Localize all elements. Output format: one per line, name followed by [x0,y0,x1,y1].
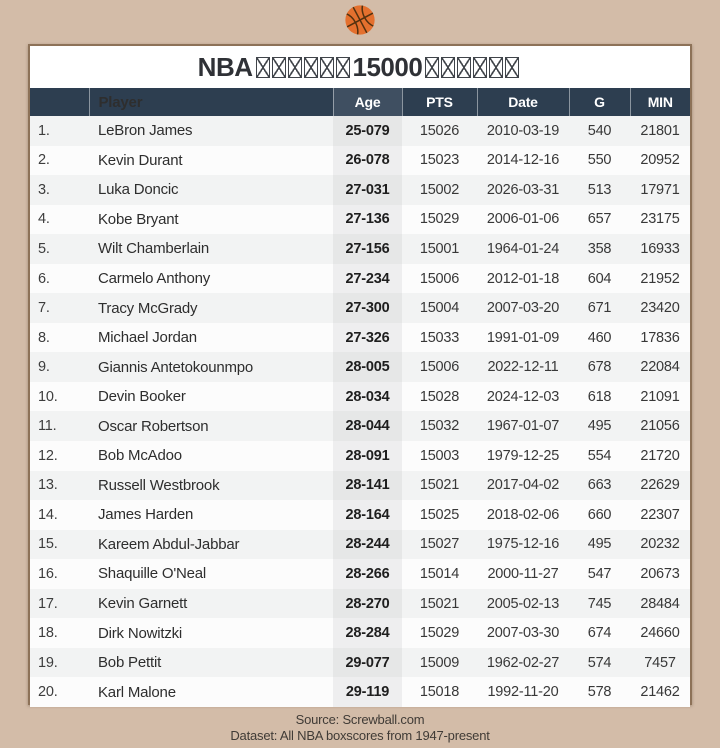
minutes-cell: 23175 [640,211,680,228]
games-cell: 513 [587,181,612,198]
date-cell: 2018-02-06 [486,506,560,523]
pts-cell: 15002 [419,181,460,198]
player-cell: Russell Westbrook [98,476,220,494]
table-row [30,441,690,471]
page-title [30,46,690,88]
pts-cell: 15023 [419,152,460,169]
rank-cell: 13. [38,477,58,494]
games-cell: 550 [587,152,612,169]
date-cell: 2007-03-30 [486,625,560,642]
missing-glyph-box [505,57,519,78]
missing-glyph-box [473,57,487,78]
player-cell: Shaquille O'Neal [98,565,207,583]
rank-cell: 18. [38,625,58,642]
table-row [30,264,690,294]
pts-cell: 15033 [419,329,460,346]
date-cell: 2017-04-02 [486,477,560,494]
header-pts: PTS [402,88,477,116]
missing-glyph-box [320,57,334,78]
header-age: Age [333,88,402,116]
date-cell: 1962-02-27 [486,654,560,671]
table-row [30,175,690,205]
age-cell: 27-300 [333,293,402,323]
missing-glyph-box [272,57,286,78]
pts-cell: 15027 [419,536,460,553]
games-cell: 663 [587,477,612,494]
pts-cell: 15021 [419,477,460,494]
games-cell: 660 [587,506,612,523]
date-cell: 2000-11-27 [487,565,559,582]
player-cell: Devin Booker [98,388,186,406]
date-cell: 2007-03-20 [486,300,560,317]
date-cell: 1975-12-16 [486,536,560,553]
rank-cell: 3. [38,181,50,198]
missing-glyph-box [489,57,503,78]
player-cell: LeBron James [98,122,193,140]
games-cell: 604 [587,270,612,287]
rank-cell: 2. [38,152,50,169]
table-row [30,559,690,589]
table-row [30,618,690,648]
age-cell: 25-079 [333,116,402,146]
minutes-cell: 21952 [640,270,680,287]
age-cell: 28-091 [333,441,402,471]
minutes-cell: 24660 [640,625,680,642]
pts-cell: 15028 [419,388,460,405]
title-prefix: NBA [197,51,253,82]
header-rank [30,88,89,116]
pts-cell: 15001 [419,240,460,257]
age-cell: 28-266 [333,559,402,589]
player-cell: James Harden [98,506,194,524]
table-row [30,323,690,353]
header-games: G [569,88,630,116]
games-cell: 674 [587,625,612,642]
rank-cell: 1. [38,122,50,139]
player-cell: Luka Doncic [98,181,179,199]
player-cell: Giannis Antetokounmpo [98,358,254,376]
table-card [28,44,692,705]
minutes-cell: 20673 [640,565,680,582]
table-body [30,116,690,707]
rank-cell: 4. [38,211,50,228]
table-row [30,589,690,619]
games-cell: 547 [587,565,612,582]
missing-glyph-box [304,57,318,78]
minutes-cell: 20232 [640,536,680,553]
pts-cell: 15029 [419,625,460,642]
table-row [30,471,690,501]
minutes-cell: 23420 [640,300,680,317]
minutes-cell: 21801 [640,122,680,139]
rank-cell: 6. [38,270,50,287]
games-cell: 618 [587,388,612,405]
date-cell: 2005-02-13 [486,595,560,612]
missing-glyph-box [457,57,471,78]
age-cell: 29-077 [333,648,402,678]
pts-cell: 15009 [419,654,460,671]
rank-cell: 17. [38,595,58,612]
age-cell: 28-034 [333,382,402,412]
date-cell: 1979-12-25 [486,447,560,464]
age-cell: 28-005 [333,352,402,382]
age-cell: 28-244 [333,530,402,560]
player-cell: Wilt Chamberlain [98,240,209,258]
pts-cell: 15029 [419,211,460,228]
minutes-cell: 17971 [640,181,680,198]
missing-glyph-box [425,57,439,78]
table-row [30,234,690,264]
age-cell: 27-031 [333,175,402,205]
player-cell: Kevin Garnett [98,595,188,613]
table-row [30,648,690,678]
pts-cell: 15006 [419,359,460,376]
title-number: 15000 [352,51,423,82]
minutes-cell: 22629 [640,477,680,494]
games-cell: 540 [587,122,612,139]
pts-cell: 15018 [419,684,460,701]
stats-table [30,88,690,707]
pts-cell: 15004 [419,300,460,317]
table-row [30,293,690,323]
date-cell: 2022-12-11 [487,359,559,376]
rank-cell: 20. [38,684,58,701]
date-cell: 1964-01-24 [486,240,560,257]
table-row [30,500,690,530]
missing-glyph-box [256,57,270,78]
rank-cell: 9. [38,359,50,376]
age-cell: 27-234 [333,264,402,294]
pts-cell: 15006 [419,270,460,287]
rank-cell: 19. [38,654,58,671]
rank-cell: 14. [38,506,58,523]
games-cell: 460 [587,329,612,346]
minutes-cell: 20952 [640,152,680,169]
date-cell: 2010-03-19 [486,122,560,139]
minutes-cell: 21056 [640,418,680,435]
pts-cell: 15032 [419,418,460,435]
pts-cell: 15021 [419,595,460,612]
minutes-cell: 16933 [640,240,680,257]
pts-cell: 15014 [419,565,460,582]
player-cell: Bob Pettit [98,654,162,672]
table-row [30,146,690,176]
games-cell: 657 [587,211,612,228]
table-row [30,411,690,441]
games-cell: 745 [587,595,612,612]
rank-cell: 10. [38,388,58,405]
table-row [30,677,690,707]
minutes-cell: 22084 [640,359,680,376]
date-cell: 2024-12-03 [486,388,560,405]
games-cell: 358 [587,240,612,257]
games-cell: 495 [587,418,612,435]
minutes-cell: 28484 [640,595,680,612]
minutes-cell: 7457 [644,654,676,671]
date-cell: 2014-12-16 [486,152,560,169]
games-cell: 671 [587,300,612,317]
minutes-cell: 17836 [640,329,680,346]
player-cell: Karl Malone [98,683,176,701]
minutes-cell: 22307 [640,506,680,523]
date-cell: 1967-01-07 [486,418,560,435]
minutes-cell: 21462 [640,684,680,701]
header-minutes: MIN [630,88,690,116]
title-missing-glyphs-right [424,57,520,78]
rank-cell: 8. [38,329,50,346]
player-cell: Kareem Abdul-Jabbar [98,535,240,553]
table-row [30,352,690,382]
games-cell: 574 [587,654,612,671]
rank-cell: 12. [38,447,58,464]
missing-glyph-box [288,57,302,78]
age-cell: 28-284 [333,618,402,648]
pts-cell: 15025 [419,506,460,523]
footer [0,712,720,744]
minutes-cell: 21720 [640,447,680,464]
age-cell: 28-044 [333,411,402,441]
rank-cell: 7. [38,300,50,317]
rank-cell: 11. [38,418,57,435]
player-cell: Kobe Bryant [98,210,179,228]
player-cell: Bob McAdoo [98,447,182,465]
age-cell: 27-156 [333,234,402,264]
age-cell: 26-078 [333,146,402,176]
table-row [30,382,690,412]
games-cell: 678 [587,359,612,376]
header-date: Date [477,88,569,116]
source-text: Source: Screwball.com [295,712,425,727]
minutes-cell: 21091 [640,388,680,405]
player-cell: Tracy McGrady [98,299,198,317]
table-row [30,205,690,235]
pts-cell: 15026 [419,122,460,139]
date-cell: 1991-01-09 [486,329,560,346]
age-cell: 28-270 [333,589,402,619]
player-cell: Kevin Durant [98,151,183,169]
games-cell: 578 [587,684,612,701]
missing-glyph-box [336,57,350,78]
games-cell: 495 [587,536,612,553]
header-player: Player [89,88,333,116]
date-cell: 1992-11-20 [487,684,559,701]
age-cell: 29-119 [333,677,402,707]
rank-cell: 5. [38,240,50,257]
age-cell: 28-164 [333,500,402,530]
games-cell: 554 [587,447,612,464]
player-cell: Dirk Nowitzki [98,624,183,642]
age-cell: 27-326 [333,323,402,353]
date-cell: 2006-01-06 [486,211,560,228]
table-row [30,530,690,560]
table-row [30,116,690,146]
age-cell: 28-141 [333,471,402,501]
basketball-icon [343,3,377,37]
player-cell: Michael Jordan [98,329,197,347]
age-cell: 27-136 [333,205,402,235]
player-cell: Oscar Robertson [98,417,209,435]
date-cell: 2026-03-31 [486,181,560,198]
player-cell: Carmelo Anthony [98,270,211,287]
pts-cell: 15003 [419,447,460,464]
rank-cell: 15. [38,536,58,553]
date-cell: 2012-01-18 [486,270,560,287]
title-missing-glyphs-left [255,57,351,78]
dataset-text: Dataset: All NBA boxscores from 1947-present [230,728,490,743]
table-header-row [30,88,690,116]
missing-glyph-box [441,57,455,78]
rank-cell: 16. [38,565,58,582]
